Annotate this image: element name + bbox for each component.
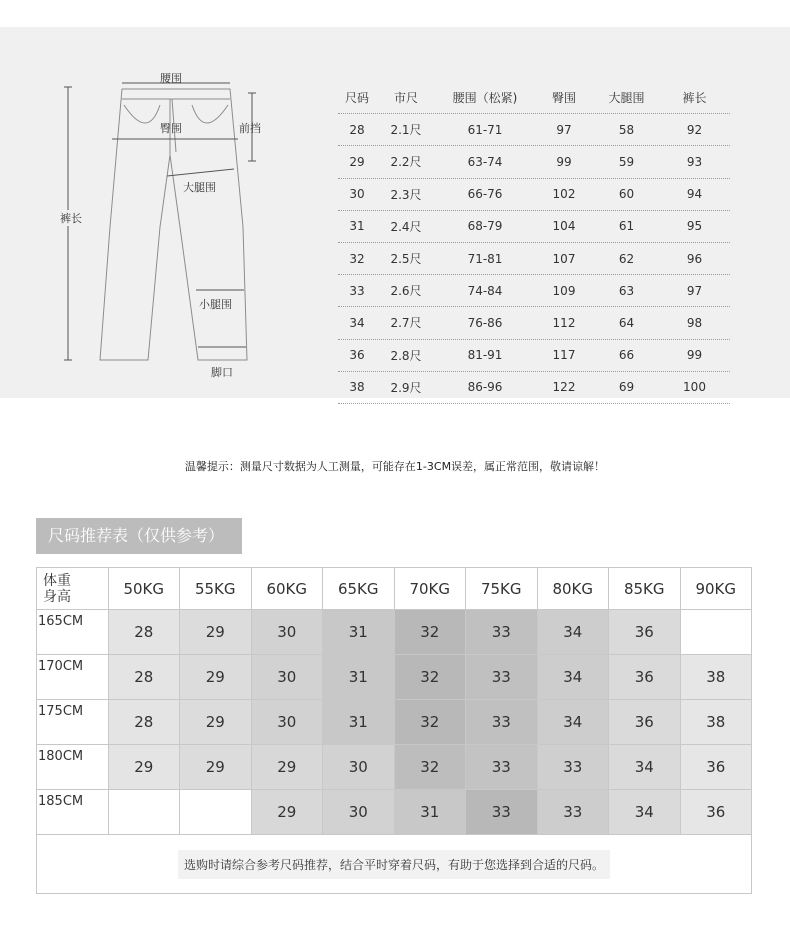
corner-weight-label: 体重 xyxy=(43,572,71,589)
cell-waist: 61-71 xyxy=(467,122,503,137)
recommended-size-cell: 36 xyxy=(609,655,681,700)
size-table-row xyxy=(338,114,730,146)
cell-waist: 71-81 xyxy=(467,251,503,266)
cell-length: 96 xyxy=(686,251,703,266)
recommended-size-cell: 33 xyxy=(466,610,538,655)
recommendation-title: 尺码推荐表（仅供参考） xyxy=(36,518,242,554)
cell-size: 30 xyxy=(349,187,365,202)
recommendation-row xyxy=(37,745,752,790)
cell-hip: 102 xyxy=(552,187,576,202)
recommended-size-cell: 36 xyxy=(680,790,752,835)
recommendation-header-row xyxy=(37,568,752,610)
recommended-size-cell: 30 xyxy=(251,700,323,745)
recommended-size-cell: 28 xyxy=(108,700,180,745)
recommended-size-cell: 30 xyxy=(323,745,395,790)
corner-height-label: 身高 xyxy=(43,588,71,605)
header-waist: 腰围（松紧) xyxy=(452,91,518,106)
cell-shichi: 2.3尺 xyxy=(390,187,422,202)
cell-shichi: 2.6尺 xyxy=(390,284,422,299)
recommendation-footer-text: 选购时请综合参考尺码推荐，结合平时穿着尺码，有助于您选择到合适的尺码。 xyxy=(178,850,610,879)
size-table-row xyxy=(338,372,730,404)
cell-length: 93 xyxy=(686,154,703,169)
recommended-size-cell: 36 xyxy=(680,745,752,790)
height-label: 165CM xyxy=(37,610,109,655)
recommended-size-cell: 36 xyxy=(609,610,681,655)
recommended-size-cell: 30 xyxy=(251,610,323,655)
cell-length: 100 xyxy=(683,380,706,395)
size-table-row xyxy=(338,340,730,372)
weight-header: 60KG xyxy=(251,568,323,610)
recommendation-row xyxy=(37,655,752,700)
weight-header: 65KG xyxy=(323,568,395,610)
recommended-size-cell xyxy=(180,790,252,835)
cell-waist: 68-79 xyxy=(467,219,503,234)
header-length: 裤长 xyxy=(682,91,707,106)
size-table-row xyxy=(338,243,730,275)
cell-thigh: 59 xyxy=(618,154,635,169)
cell-hip: 122 xyxy=(552,380,576,395)
cell-thigh: 64 xyxy=(618,315,635,330)
recommended-size-cell: 34 xyxy=(609,745,681,790)
cell-thigh: 62 xyxy=(618,251,635,266)
calf-label: 小腿围 xyxy=(199,298,232,311)
weight-header: 70KG xyxy=(394,568,466,610)
front-rise-label: 前挡 xyxy=(239,122,261,135)
length-label: 裤长 xyxy=(60,212,82,225)
recommended-size-cell: 34 xyxy=(537,700,609,745)
recommended-size-cell: 31 xyxy=(323,655,395,700)
recommended-size-cell: 31 xyxy=(394,790,466,835)
cell-shichi: 2.7尺 xyxy=(390,316,422,331)
cell-hip: 112 xyxy=(552,315,576,330)
cell-length: 99 xyxy=(686,348,703,363)
recommended-size-cell: 34 xyxy=(537,655,609,700)
cell-hip: 97 xyxy=(556,122,572,137)
recommended-size-cell: 28 xyxy=(108,610,180,655)
cell-waist: 63-74 xyxy=(467,154,503,169)
recommended-size-cell xyxy=(680,610,752,655)
size-chart-panel xyxy=(0,27,790,398)
recommendation-row xyxy=(37,700,752,745)
size-table-header xyxy=(338,82,730,114)
recommended-size-cell: 29 xyxy=(180,610,252,655)
recommended-size-cell: 33 xyxy=(466,655,538,700)
header-shichi: 市尺 xyxy=(393,91,418,106)
size-table-row xyxy=(338,146,730,178)
cell-waist: 86-96 xyxy=(467,380,503,395)
recommended-size-cell: 29 xyxy=(180,745,252,790)
weight-header: 80KG xyxy=(537,568,609,610)
cell-length: 94 xyxy=(686,187,703,202)
recommended-size-cell: 30 xyxy=(251,655,323,700)
cell-size: 36 xyxy=(349,348,365,363)
cell-thigh: 66 xyxy=(618,348,635,363)
cell-size: 38 xyxy=(349,380,365,395)
cell-thigh: 61 xyxy=(618,219,635,234)
recommended-size-cell: 29 xyxy=(251,745,323,790)
thigh-label: 大腿围 xyxy=(183,181,216,194)
cell-size: 28 xyxy=(349,122,365,137)
cell-size: 31 xyxy=(349,219,365,234)
measurement-note: 温馨提示：测量尺寸数据为人工测量，可能存在1-3CM误差，属正常范围，敬请谅解！ xyxy=(184,460,606,473)
recommendation-footer xyxy=(37,835,752,894)
cell-hip: 104 xyxy=(552,219,576,234)
cell-waist: 81-91 xyxy=(467,348,503,363)
cell-waist: 66-76 xyxy=(467,187,503,202)
cell-length: 98 xyxy=(686,315,703,330)
recommended-size-cell: 38 xyxy=(680,655,752,700)
pants-measurement-diagram xyxy=(40,57,290,387)
cell-thigh: 69 xyxy=(618,380,635,395)
header-thigh: 大腿围 xyxy=(608,91,645,106)
header-size: 尺码 xyxy=(344,91,369,106)
recommended-size-cell: 33 xyxy=(466,700,538,745)
cell-shichi: 2.2尺 xyxy=(390,155,422,170)
cell-shichi: 2.5尺 xyxy=(390,252,422,267)
weight-height-corner xyxy=(37,568,109,610)
recommendation-row xyxy=(37,610,752,655)
weight-header: 55KG xyxy=(180,568,252,610)
recommendation-footer-row xyxy=(37,835,752,894)
height-label: 180CM xyxy=(37,745,109,790)
weight-header: 75KG xyxy=(466,568,538,610)
cell-thigh: 63 xyxy=(618,283,635,298)
cell-hip: 109 xyxy=(552,283,576,298)
recommended-size-cell: 32 xyxy=(394,745,466,790)
recommended-size-cell: 34 xyxy=(609,790,681,835)
weight-header: 50KG xyxy=(108,568,180,610)
recommended-size-cell: 33 xyxy=(466,745,538,790)
weight-header: 85KG xyxy=(609,568,681,610)
recommended-size-cell: 29 xyxy=(180,655,252,700)
hem-label: 脚口 xyxy=(211,366,233,379)
recommendation-row xyxy=(37,790,752,835)
recommended-size-cell: 28 xyxy=(108,655,180,700)
cell-hip: 99 xyxy=(556,154,572,169)
recommended-size-cell: 32 xyxy=(394,700,466,745)
size-table-row xyxy=(338,211,730,243)
recommended-size-cell xyxy=(108,790,180,835)
recommended-size-cell: 30 xyxy=(323,790,395,835)
cell-thigh: 58 xyxy=(618,122,635,137)
cell-hip: 117 xyxy=(552,348,576,363)
hip-label: 臀围 xyxy=(160,122,182,135)
cell-size: 32 xyxy=(349,251,365,266)
height-label: 170CM xyxy=(37,655,109,700)
cell-thigh: 60 xyxy=(618,187,635,202)
cell-length: 97 xyxy=(686,283,703,298)
cell-length: 92 xyxy=(686,122,703,137)
recommended-size-cell: 33 xyxy=(537,745,609,790)
cell-size: 29 xyxy=(349,154,365,169)
cell-length: 95 xyxy=(686,219,703,234)
size-recommendation-table xyxy=(36,567,752,894)
cell-size: 34 xyxy=(349,315,365,330)
size-measurement-table xyxy=(338,82,730,404)
cell-shichi: 2.9尺 xyxy=(390,380,422,395)
cell-waist: 76-86 xyxy=(467,315,503,330)
cell-hip: 107 xyxy=(552,251,576,266)
height-label: 185CM xyxy=(37,790,109,835)
cell-waist: 74-84 xyxy=(467,283,503,298)
cell-shichi: 2.1尺 xyxy=(390,123,422,138)
height-label: 175CM xyxy=(37,700,109,745)
recommended-size-cell: 33 xyxy=(537,790,609,835)
recommended-size-cell: 29 xyxy=(180,700,252,745)
recommended-size-cell: 31 xyxy=(323,700,395,745)
recommended-size-cell: 29 xyxy=(251,790,323,835)
size-table-row xyxy=(338,307,730,339)
cell-shichi: 2.4尺 xyxy=(390,219,422,234)
recommended-size-cell: 29 xyxy=(108,745,180,790)
recommended-size-cell: 32 xyxy=(394,655,466,700)
size-table-row xyxy=(338,179,730,211)
size-table-row xyxy=(338,275,730,307)
header-hip: 臀围 xyxy=(551,91,576,106)
recommended-size-cell: 31 xyxy=(323,610,395,655)
cell-shichi: 2.8尺 xyxy=(390,348,422,363)
cell-size: 33 xyxy=(349,283,365,298)
recommended-size-cell: 34 xyxy=(537,610,609,655)
recommended-size-cell: 33 xyxy=(466,790,538,835)
recommended-size-cell: 32 xyxy=(394,610,466,655)
waist-label: 腰围 xyxy=(160,72,182,85)
recommended-size-cell: 38 xyxy=(680,700,752,745)
recommended-size-cell: 36 xyxy=(609,700,681,745)
weight-header: 90KG xyxy=(680,568,752,610)
